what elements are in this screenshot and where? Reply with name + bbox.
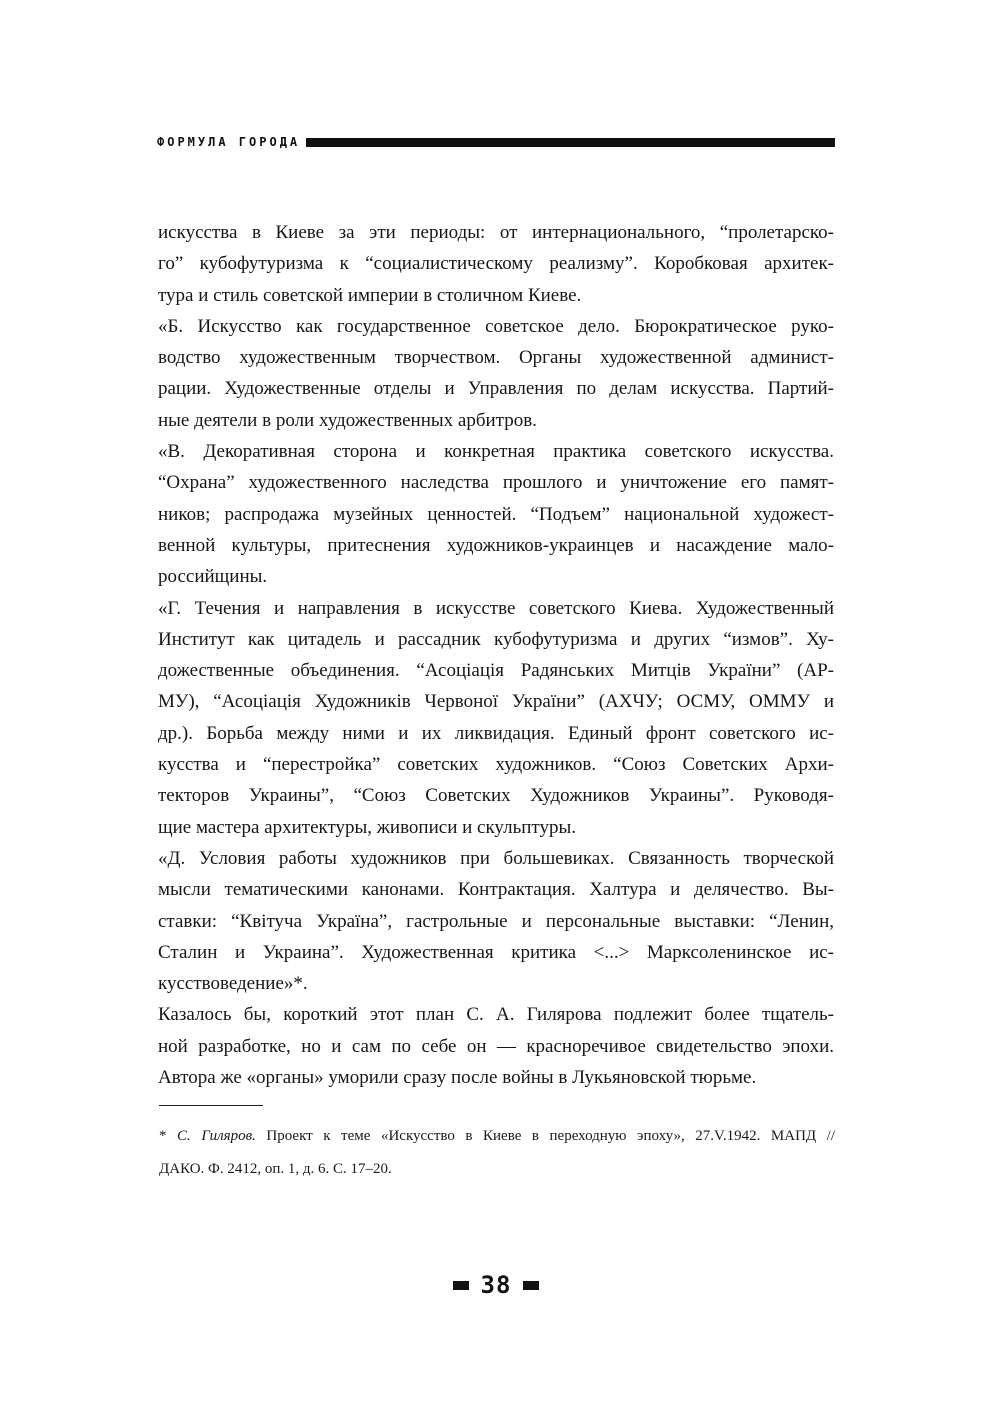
text-line: Казалось бы, короткий этот план С. А. Гилярова подлежит более тщатель-: [158, 1004, 834, 1026]
text-line: «Б. Искусство как государственное советское дело. Бюрократическое руко-: [158, 315, 834, 337]
text-line: мысли тематическими канонами. Контрактация. Халтура и делячество. Вы-: [158, 879, 834, 901]
footnote-line: [159, 1120, 835, 1153]
page-number-left-square: [453, 1281, 469, 1290]
text-line: «В. Декоративная сторона и конкретная практика советского искусства.: [158, 441, 834, 463]
text-line: кусства и “перестройка” советских художников. “Союз Советских Архи-: [158, 754, 834, 776]
text-line: «Г. Течения и направления в искусстве советского Киева. Художественный: [158, 597, 834, 619]
footnote-marker: *: [159, 1128, 178, 1144]
text-line: др.). Борьба между ними и их ликвидация. Единый фронт советского ис-: [158, 722, 834, 744]
page-number: [0, 1270, 992, 1300]
footnote-author: С. Гиляров.: [177, 1128, 256, 1144]
page-number-right-square: [523, 1281, 539, 1290]
text-line: Автора же «органы» уморили сразу после войны в Лукьяновской тюрьме.: [158, 1067, 757, 1089]
text-line: текторов Украины”, “Союз Советских Художников Украины”. Руководя-: [158, 785, 834, 807]
text-line: ной разработке, но и сам по себе он — красноречивое свидетельство эпохи.: [158, 1035, 834, 1057]
text-line: тура и стиль советской империи в столичном Киеве.: [158, 284, 582, 306]
text-line: «Д. Условия работы художников при большевиках. Связанность творческой: [158, 847, 834, 869]
body-text: [158, 217, 834, 1093]
text-line: ставки: “Квітуча Україна”, гастрольные и персональные выставки: “Ленин,: [158, 910, 834, 932]
text-line: дожественные объединения. “Асоціація Радянських Митців України” (АР-: [158, 660, 834, 682]
text-line: рации. Художественные отделы и Управления по делам искусства. Партий-: [158, 378, 834, 400]
header-rule: [306, 138, 835, 147]
text-line: МУ), “Асоціація Художників Червоної України” (АХЧУ; ОСМУ, ОММУ и: [158, 691, 834, 713]
text-line: венной культуры, притеснения художников-украинцев и насаждение мало-: [158, 534, 834, 556]
text-line: российщины.: [158, 566, 268, 588]
running-title: ФОРМУЛА ГОРОДА: [157, 135, 301, 149]
text-line: Институт как цитадель и рассадник кубофутуризма и других “измов”. Ху-: [158, 628, 834, 650]
footnote-text: Проект к теме «Искусство в Киеве в переходную эпоху», 27.V.1942. МАПД //: [255, 1128, 836, 1144]
text-line: ников; распродажа музейных ценностей. “Подъем” национальной художест-: [158, 503, 834, 525]
text-line: искусства в Киеве за эти периоды: от интернационального, “пролетарско-: [158, 222, 834, 243]
footnote-line: ДАКО. Ф. 2412, оп. 1, д. 6. С. 17–20.: [159, 1161, 392, 1177]
text-line: го” кубофутуризма к “социалистическому реализму”. Коробковая архитек-: [158, 253, 834, 275]
running-header: [157, 134, 835, 150]
text-line: Сталин и Украина”. Художественная критика <...> Марксоленинское ис-: [158, 941, 834, 963]
text-line: ные деятели в роли художественных арбитров.: [158, 409, 537, 431]
footnote-rule: [159, 1105, 263, 1106]
footnote: [159, 1120, 835, 1186]
page-number-text: 38: [480, 1271, 512, 1299]
text-line: водство художественным творчеством. Органы художественной админист-: [158, 347, 834, 369]
text-line: щие мастера архитектуры, живописи и скульптуры.: [158, 816, 576, 838]
text-line: кусствоведение»*.: [158, 973, 308, 995]
text-line: “Охрана” художественного наследства прошлого и уничтожение его памят-: [158, 472, 834, 494]
